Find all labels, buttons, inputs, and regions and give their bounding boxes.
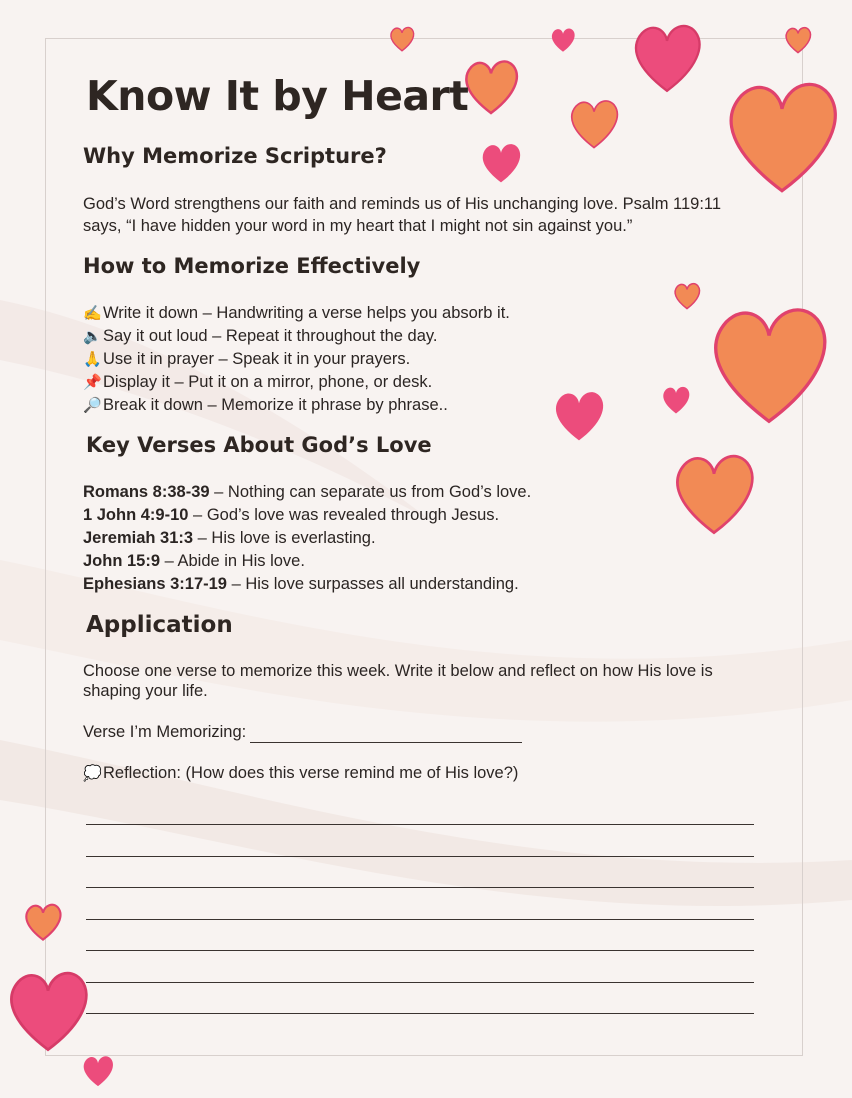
how-item bbox=[83, 302, 510, 325]
heart-icon bbox=[2, 955, 94, 1067]
magnifier-icon: 🔎 bbox=[83, 397, 102, 414]
heart-icon bbox=[783, 24, 813, 56]
how-item-text: Display it – Put it on a mirror, phone, or desk. bbox=[103, 373, 433, 391]
verse-memorizing-blank[interactable] bbox=[250, 726, 522, 743]
thought-bubble-icon: 💭 bbox=[83, 765, 102, 782]
heart-icon bbox=[628, 12, 706, 104]
verse-reference: Jeremiah 31:3 bbox=[83, 529, 194, 547]
writing-line[interactable] bbox=[86, 824, 754, 825]
heart-icon bbox=[672, 280, 702, 312]
application-body: Choose one verse to memorize this week. Write it below and reflect on how His love is shaping your life. bbox=[83, 662, 713, 700]
heart-icon bbox=[22, 900, 64, 944]
verse-item bbox=[83, 527, 376, 549]
writing-line[interactable] bbox=[86, 982, 754, 983]
why-heading: Why Memorize Scripture? bbox=[83, 144, 387, 168]
verse-reference: 1 John 4:9-10 bbox=[83, 506, 189, 524]
writing-line[interactable] bbox=[86, 919, 754, 920]
verse-reference: Romans 8:38-39 bbox=[83, 483, 210, 501]
writing-line[interactable] bbox=[86, 856, 754, 857]
writing-hand-icon: ✍️ bbox=[83, 305, 102, 322]
verse-reference: Ephesians 3:17-19 bbox=[83, 575, 227, 593]
verse-text: – Abide in His love. bbox=[160, 552, 305, 570]
verse-reference: John 15:9 bbox=[83, 552, 161, 570]
verse-text: – His love is everlasting. bbox=[193, 529, 376, 547]
writing-line[interactable] bbox=[86, 950, 754, 951]
heart-icon bbox=[550, 382, 608, 450]
application-heading: Application bbox=[86, 612, 233, 638]
page-title: Know It by Heart bbox=[86, 72, 469, 120]
how-item-text: Use it in prayer – Speak it in your prayers. bbox=[103, 350, 411, 368]
speaker-icon: 🔈 bbox=[83, 328, 102, 345]
why-body: God’s Word strengthens our faith and reminds us of His unchanging love. Psalm 119:11 says, “I have hidden your word in my heart that I might not sin against you.” bbox=[83, 195, 722, 235]
verse-text: – His love surpasses all understanding. bbox=[227, 575, 519, 593]
heart-icon bbox=[566, 96, 622, 152]
reflection-row bbox=[83, 762, 518, 785]
pushpin-icon: 📌 bbox=[83, 374, 102, 391]
verse-item bbox=[83, 481, 531, 503]
verse-text: – God’s love was revealed through Jesus. bbox=[188, 506, 500, 524]
heart-icon bbox=[388, 24, 416, 54]
heart-icon bbox=[660, 384, 692, 416]
heart-icon bbox=[718, 70, 846, 204]
verse-memorizing-label: Verse I’m Memorizing: bbox=[83, 723, 247, 741]
heart-icon bbox=[478, 140, 524, 186]
verse-item bbox=[83, 550, 305, 572]
how-item bbox=[83, 371, 432, 394]
verse-memorizing-row bbox=[83, 721, 522, 743]
how-item-text: Break it down – Memorize it phrase by phrase.. bbox=[103, 396, 448, 414]
heart-icon bbox=[460, 52, 522, 122]
reflection-label: Reflection: (How does this verse remind me of His love?) bbox=[103, 764, 519, 782]
heart-icon bbox=[702, 294, 836, 436]
how-item-text: Write it down – Handwriting a verse helps you absorb it. bbox=[103, 304, 510, 322]
how-item bbox=[83, 325, 438, 348]
writing-line[interactable] bbox=[86, 887, 754, 888]
writing-line[interactable] bbox=[86, 1013, 754, 1014]
heart-icon bbox=[668, 448, 760, 540]
heart-icon bbox=[549, 26, 577, 54]
verse-item bbox=[83, 573, 519, 595]
praying-hands-icon: 🙏 bbox=[83, 351, 102, 368]
how-item-text: Say it out loud – Repeat it throughout the day. bbox=[103, 327, 438, 345]
how-item bbox=[83, 394, 448, 417]
verses-heading: Key Verses About God’s Love bbox=[86, 433, 432, 457]
verse-item bbox=[83, 504, 499, 526]
how-heading: How to Memorize Effectively bbox=[83, 254, 421, 278]
heart-icon bbox=[80, 1052, 116, 1090]
verse-text: – Nothing can separate us from God’s love. bbox=[209, 483, 532, 501]
how-item bbox=[83, 348, 410, 371]
